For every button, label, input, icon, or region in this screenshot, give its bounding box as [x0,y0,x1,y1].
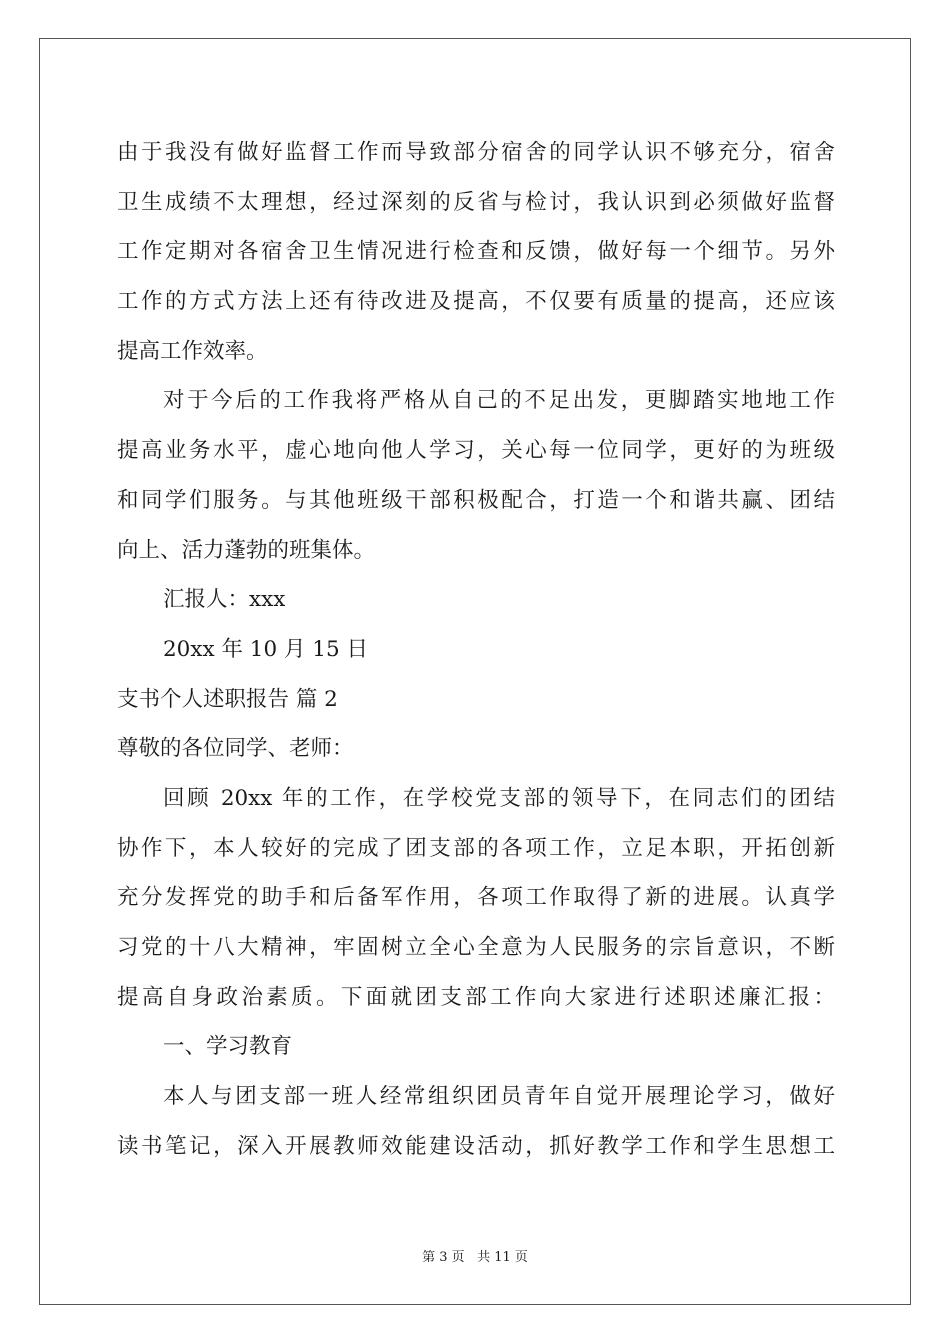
text-line: 读书笔记，深入开展教师效能建设活动，抓好教学工作和学生思想工 [117,1133,835,1159]
paragraph-2 [117,376,835,575]
text-line: 充分发挥党的助手和后备军作用，各项工作取得了新的进展。认真学 [117,885,835,911]
text-line: 本人与团支部一班人经常组织团员青年自觉开展理论学习，做好 [163,1084,835,1110]
paragraph-3 [117,774,835,1022]
text-line: 提高自身政治素质。下面就团支部工作向大家进行述职述廉汇报： [117,984,835,1010]
text-line: 由于我没有做好监督工作而导致部分宿舍的同学认识不够充分，宿舍 [117,140,835,165]
reporter-line: 汇报人：xxx [163,587,286,613]
subheading: 一、学习教育 [163,1034,293,1060]
text-line: 工作定期对各宿舍卫生情况进行检查和反馈，做好每一个细节。另外 [117,239,835,265]
text-line: 对于今后的工作我将严格从自己的不足出发，更脚踏实地地工作 [163,388,835,414]
paragraph-1 [117,128,835,376]
page-number: 第 3 页 [422,1250,465,1265]
paragraph-4 [117,1072,835,1171]
text-line: 和同学们服务。与其他班级干部积极配合，打造一个和谐共赢、团结 [117,487,835,513]
text-line: 工作的方式方法上还有待改进及提高，不仅要有质量的提高，还应该 [117,289,835,315]
page-footer [0,1246,950,1265]
text-line: 习党的十八大精神，牢固树立全心全意为人民服务的宗旨意识，不断 [117,935,835,960]
text-line: 协作下，本人较好的完成了团支部的各项工作，立足本职，开拓创新 [117,835,835,861]
page-total: 共 11 页 [477,1250,528,1265]
document-body [117,128,835,1171]
section-heading: 支书个人述职报告 篇 2 [117,686,338,712]
text-line: 向上、活力蓬勃的班集体。 [117,537,376,563]
date-line: 20xx 年 10 月 15 日 [163,636,368,662]
salutation: 尊敬的各位同学、老师： [117,736,354,762]
text-line: 提高工作效率。 [117,338,268,364]
text-line: 回顾 20xx 年的工作，在学校党支部的领导下，在同志们的团结 [163,785,835,811]
text-line: 卫生成绩不太理想，经过深刻的反省与检讨，我认识到必须做好监督 [117,189,835,215]
text-line: 提高业务水平，虚心地向他人学习，关心每一位同学，更好的为班级 [117,438,835,464]
